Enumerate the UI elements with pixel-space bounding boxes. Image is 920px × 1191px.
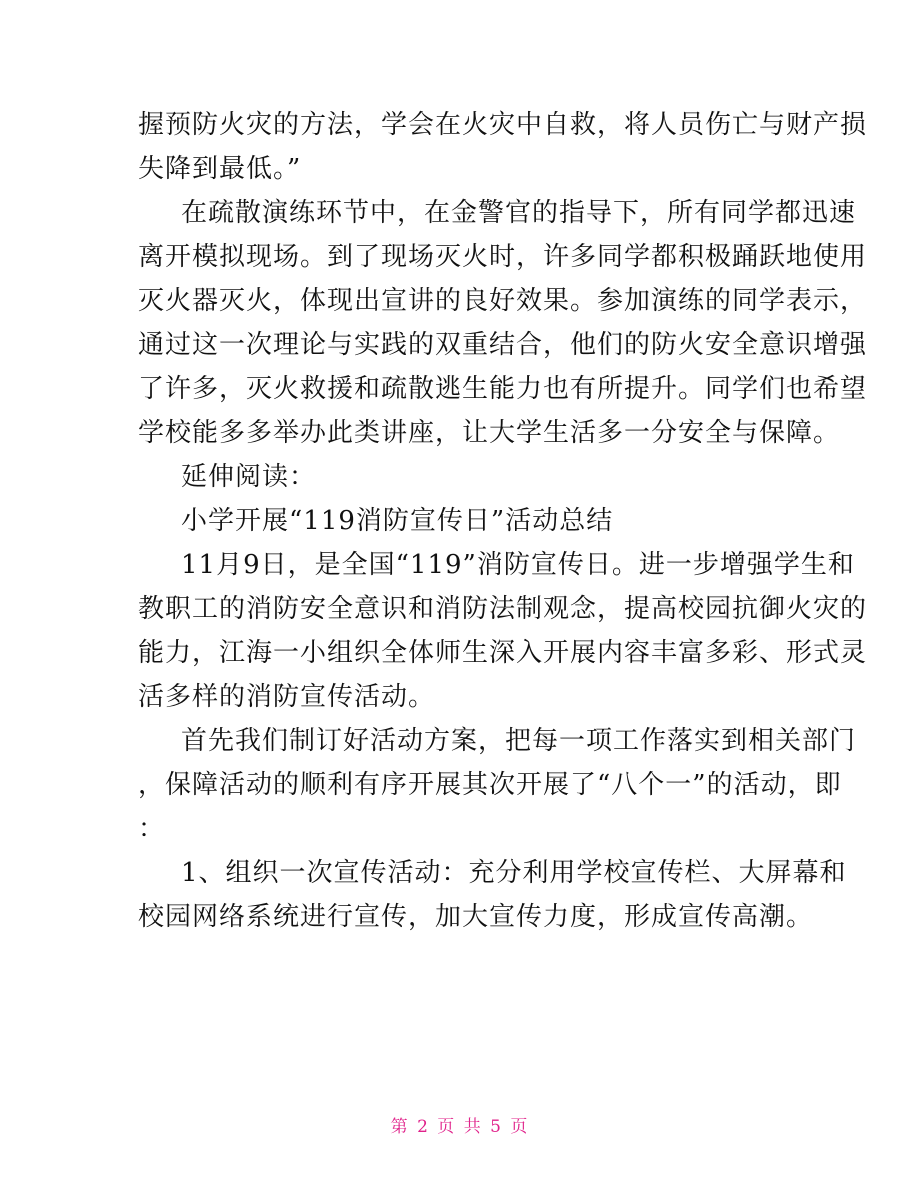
text-line: 离开模拟现场。到了现场灭火时，许多同学都积极踊跃地使用 <box>138 242 868 272</box>
text-line: 教职工的消防安全意识和消防法制观念，提高校园抗御火灾的 <box>138 594 868 624</box>
text-line: 11月9日，是全国“119”消防宣传日。进一步增强学生和 <box>181 550 855 580</box>
document-body <box>138 103 868 939</box>
text-line: 活多样的消防宣传活动。 <box>138 682 436 712</box>
text-line: ： <box>138 814 166 844</box>
text-line: 1、组织一次宣传活动：充分利用学校宣传栏、大屏幕和 <box>181 858 847 888</box>
text-line: 首先我们制订好活动方案，把每一项工作落实到相关部门 <box>181 726 857 756</box>
text-line: 能力，江海一小组织全体师生深入开展内容丰富多彩、形式灵 <box>138 638 868 668</box>
text-line: 握预防火灾的方法，学会在火灾中自救，将人员伤亡与财产损 <box>138 110 868 140</box>
text-line: 了许多，灭火救援和疏散逃生能力也有所提升。同学们也希望 <box>138 374 868 404</box>
text-line: 通过这一次理论与实践的双重结合，他们的防火安全意识增强 <box>138 330 868 360</box>
page-number-footer: 第 2 页 共 5 页 <box>390 1117 530 1137</box>
text-line: 校园网络系统进行宣传，加大宣传力度，形成宣传高潮。 <box>138 902 814 932</box>
text-line: ，保障活动的顺利有序开展其次开展了“八个一”的活动，即 <box>138 770 842 800</box>
section-heading: 小学开展“119消防宣传日”活动总结 <box>181 506 614 536</box>
section-label: 延伸阅读： <box>181 462 317 492</box>
text-line: 在疏散演练环节中，在金警官的指导下，所有同学都迅速 <box>181 198 857 228</box>
text-line: 灭火器灭火，体现出宣讲的良好效果。参加演练的同学表示， <box>138 286 868 316</box>
text-line: 失降到最低。” <box>138 154 302 184</box>
text-line: 学校能多多举办此类讲座，让大学生活多一分安全与保障。 <box>138 418 841 448</box>
